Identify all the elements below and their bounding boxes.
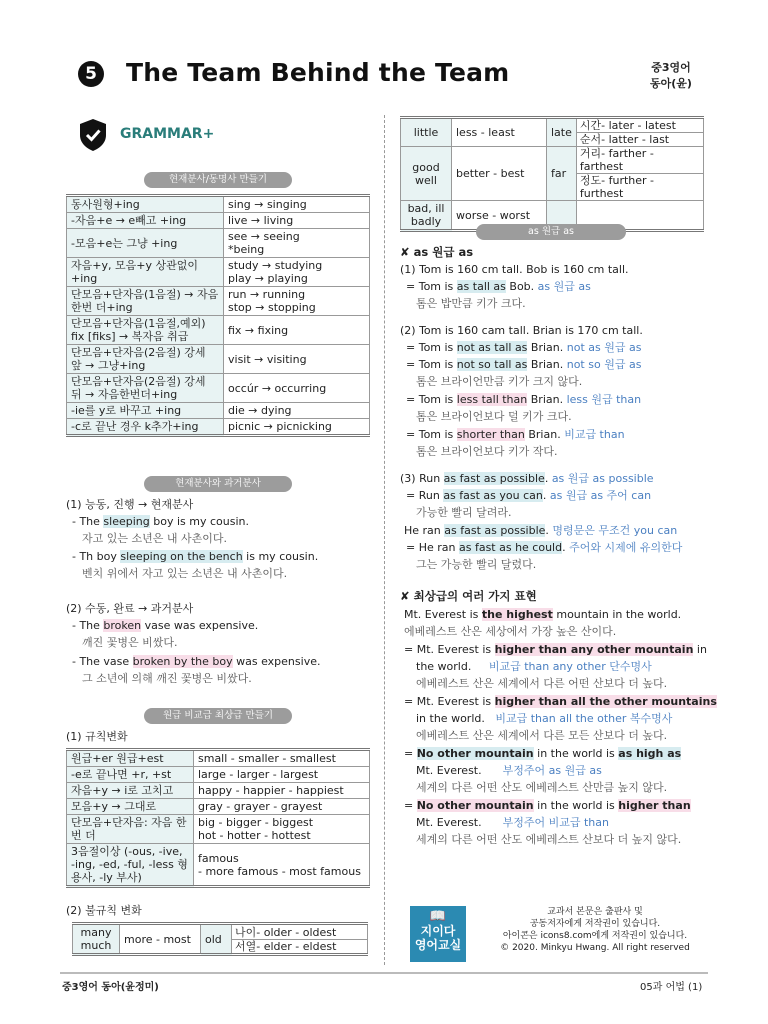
regular_table-row [67,815,370,844]
hl-as-tall-as: as tall as [456,280,506,293]
hl-sleeping-bench: sleeping on the bench [120,550,243,563]
logo-line-2: 영어교실 [414,938,462,952]
ing_table-cell: die → dying [224,403,370,419]
regular_table-cell: 모음+y → 그대로 [67,799,194,815]
as-r4: (2) Tom is 160 cam tall. Brian is 170 cm tall. [400,324,643,337]
as-r16-note: 주어와 시제에 유의한다 [569,541,683,554]
cell-later-time: 시간- later - latest [577,119,703,133]
cell-later [576,118,703,147]
as-r15-note: 명령문은 무조건 you can [552,524,678,537]
regular_table-row [67,767,370,783]
cell-farther [576,147,703,201]
participle-korean-1: 자고 있는 소년은 내 사촌이다. [82,532,227,545]
as-r5: = Tom is not as tall as Brian. not as 원급 as [406,341,642,354]
regular_table-row [67,799,370,815]
lesson-number-badge: 5 [78,61,104,87]
as-r16: = He ran as fast as he could. 주어와 시제에 유의한다 [406,541,683,554]
logo-line-1: 지이다 [420,924,456,938]
grammar-heading: GRAMMAR+ [120,126,215,142]
sup-s14: 세계의 다른 어떤 산도 에베레스트 산보다 더 높지 않다. [416,833,682,846]
ing_table-row [67,229,370,258]
hl-broken: broken [103,619,142,632]
irregular-table-right [400,116,704,232]
as-r2: = Tom is as tall as Bob. as 원급 as [406,280,591,293]
ing_table-row [67,196,370,213]
hl-broken-boy: broken by the boy [132,655,233,668]
sup-s7-text: in the world. [416,712,485,725]
hl-highest: the highest [481,608,553,621]
footer-left: 중3영어 동아(윤정미) [62,982,159,993]
sup-s10 [416,762,602,779]
regular_table-row [67,750,370,767]
as-r13-note: as 원급 as 주어 can [549,489,652,502]
hl-no-other-1: No other mountain [416,747,534,760]
as-r8: = Tom is less tall than Brian. less 원급 than [406,393,642,406]
cell-late: late [547,118,577,147]
ing_table-cell: 단모음+단자음(1음절,예외) fix [fiks] → 복자음 취급 [67,316,224,345]
sup-s7 [416,710,672,727]
sup-s6: = Mt. Everest is higher than all the other mountains [404,695,717,708]
ing_table-cell: occúr → occurring [224,374,370,403]
sup-s2: 에베레스트 산은 세상에서 가장 높은 산이다. [404,625,617,638]
ing_table-row [67,419,370,436]
footer-page: 05과 어법 (1) [640,982,703,993]
ing-rules-table [66,194,370,437]
ing_table-cell: -자음+e → e빼고 +ing [67,213,224,229]
participle-heading-2: (2) 수동, 완료 → 과거분사 [66,602,194,615]
cell-farther-distance: 거리- farther - farthest [577,147,703,174]
as-r3: 톰은 밥만큼 키가 크다. [416,297,526,310]
ing_table-cell: visit → visiting [224,345,370,374]
ing_table-row [67,374,370,403]
cell-less-least: less - least [452,118,547,147]
as-r9: 톰은 브라이언보다 덜 키가 크다. [416,410,572,423]
sup-s7-note: 비교급 than all the other 복수명사 [495,712,673,725]
ing_table-cell: see → seeing *being [224,229,370,258]
cell-bad: bad, ill badly [401,201,452,231]
as-r13: = Run as fast as you can. as 원급 as 주어 can [406,489,652,502]
cell-older: 나이- older - oldest [232,926,367,940]
cell-old: old [201,924,232,955]
cell-worse-worst: worse - worst [452,201,547,231]
participle-line-1: - The sleeping boy is my cousin. [72,515,249,528]
ing_table-cell: 단모음+단자음(1음절) → 자음한번 더+ing [67,287,224,316]
sup-heading: ✘ 최상급의 여러 가지 표현 [400,589,537,603]
ing_table-row [67,403,370,419]
sup-s4 [416,658,652,675]
hl-as-fast-as-you-can: as fast as you can [443,489,543,502]
ing_table-row [67,258,370,287]
hl-shorter-than: shorter than [456,428,525,441]
footer-divider [60,972,708,974]
regular_table-row [67,783,370,799]
sup-s4-note: 비교급 than any other 단수명사 [488,660,652,673]
ing_table-cell: picnic → picnicking [224,419,370,436]
ing_table-cell: -ie를 y로 바꾸고 +ing [67,403,224,419]
regular-table [66,748,370,888]
as-r7: 톰은 브라이언만큼 키가 크지 않다. [416,375,583,388]
section-pill-participle: 현재분사와 과거분사 [144,476,292,492]
sup-s10-text: Mt. Everest. [416,764,482,777]
sup-s10-note: 부정주어 as 원급 as [502,764,602,777]
participle-korean-2: 벤치 위에서 자고 있는 소년은 내 사촌이다. [82,567,288,580]
sup-s5: 에베레스트 산은 세계에서 다른 어떤 산보다 더 높다. [416,677,668,690]
participle-korean-4: 그 소년에 의해 깨진 꽃병은 비쌌다. [82,672,252,685]
section-pill-ing: 현재분사/동명사 만들기 [144,172,292,188]
participle-line-2: - Th boy sleeping on the bench is my cousin. [72,550,319,563]
hl-all-other: higher than all the other mountains [494,695,717,708]
copyright-4: © 2020. Minkyu Hwang. All right reserved [500,943,690,953]
cell-little: little [401,118,452,147]
ing_table-cell: run → running stop → stopping [224,287,370,316]
ing_table-cell: 동사원형+ing [67,196,224,213]
ing_table-row [67,316,370,345]
regular_table-cell: large - larger - largest [194,767,370,783]
as-r8-note: less 원급 than [566,393,642,406]
participle-korean-3: 깨진 꽃병은 비쌌다. [82,636,178,649]
as-r11: 톰은 브라이언보다 키가 작다. [416,445,558,458]
cell-better-best: better - best [452,147,547,201]
section-pill-comparison: 원급 비교급 최상급 만들기 [144,708,292,724]
cell-latter: 순서- latter - last [579,133,670,146]
regular_table-cell: gray - grayer - grayest [194,799,370,815]
participle-line-3: - The broken vase was expensive. [72,619,259,632]
hl-not-so-tall-as: not so tall as [456,358,528,371]
regular_table-cell: 단모음+단자음: 자음 한 번 더 [67,815,194,844]
ing_table-cell: 단모음+단자음(2음절) 강세 앞 → 그냥+ing [67,345,224,374]
irregular-label: (2) 불규칙 변화 [66,904,142,917]
hl-higher-than: higher than [618,799,691,812]
hl-less-tall-than: less tall than [456,393,528,406]
sup-s11: 세계의 다른 어떤 산도 에베레스트 산만큼 높지 않다. [416,781,668,794]
ing_table-cell: study → studying play → playing [224,258,370,287]
brand-logo [410,906,466,962]
sup-s13 [416,814,609,831]
sup-s12: = No other mountain in the world is higher than [404,799,691,812]
ing_table-cell: 단모음+단자음(2음절) 강세 뒤 → 자음한번더+ing [67,374,224,403]
as-r15: He ran as fast as possible. 명령문은 무조건 you can [404,524,678,537]
as-r5-note: not as 원급 as [566,341,642,354]
hl-any-other: higher than any other mountain [494,643,694,656]
section-pill-as: as 원급 as [476,224,626,240]
hl-sleeping: sleeping [103,515,150,528]
book-icon: 📖 [429,909,447,924]
ing_table-cell: 자음+y, 모음+y 상관없이 +ing [67,258,224,287]
sup-s1: Mt. Everest is the highest mountain in the world. [404,608,682,621]
sup-s3: = Mt. Everest is higher than any other mountain in [404,643,707,656]
hl-as-fast-as-possible: as fast as possible [443,472,545,485]
as-r10: = Tom is shorter than Brian. 비교급 than [406,428,625,441]
hl-no-other-2: No other mountain [416,799,534,812]
copyright-1: 교과서 본문은 출판사 및 [547,907,643,917]
ing_table-cell: sing → singing [224,196,370,213]
regular_table-cell: big - bigger - biggest hot - hotter - hottest [194,815,370,844]
regular_table-cell: happy - happier - happiest [194,783,370,799]
sup-s13-text: Mt. Everest. [416,816,482,829]
shield-check-icon [78,118,108,152]
grade-label [650,60,692,92]
column-divider [384,115,385,965]
hl-he-as-fast-as-possible: as fast as possible [444,524,546,537]
copyright-3: 아이콘은 icons8.com에게 저작권이 있습니다. [502,931,688,941]
cell-elder: 서열- elder - eldest [235,939,337,953]
cell-further: 정도- further - furthest [579,174,655,200]
as-r14: 가능한 빨리 달려라. [416,506,512,519]
hl-as-fast-as-he-could: as fast as he could [458,541,563,554]
as-r10-note: 비교급 than [564,428,625,441]
ing_table-cell: -c로 끝난 경우 k추가+ing [67,419,224,436]
as-r6-note: not so 원급 as [566,358,642,371]
ing_table-row [67,345,370,374]
sup-s8: 에베레스트 산은 세계에서 다른 모든 산보다 더 높다. [416,729,668,742]
cell-far: far [547,147,577,201]
ing_table-row [67,213,370,229]
regular_table-row [67,844,370,887]
sup-s9: = No other mountain in the world is as high as [404,747,682,760]
irregular-table-left [72,922,368,956]
grade-line-2: 동아(윤) [650,77,692,90]
sup-s4-text: the world. [416,660,472,673]
copyright-2: 공동저자에게 저작권이 있습니다. [529,919,661,929]
regular-label: (1) 규칙변화 [66,730,128,743]
sup-s13-note: 부정주어 비교급 than [502,816,609,829]
regular_table-cell: 자음+y → i로 고치고 [67,783,194,799]
regular_table-cell: 원급+er 원급+est [67,750,194,767]
hl-not-as-tall-as: not as tall as [456,341,528,354]
ing_table-cell: live → living [224,213,370,229]
as-heading: ✘ as 원급 as [400,245,474,259]
as-r12-note: as 원급 as possible [551,472,654,485]
cell-good: good well [401,147,452,201]
regular_table-cell: 3음절이상 (-ous, -ive, -ing, -ed, -ful, -less 형용사, -ly 부사) [67,844,194,887]
copyright-notice [480,906,710,954]
grade-line-1: 중3영어 [651,61,691,74]
participle-heading-1: (1) 능동, 진행 → 현재분사 [66,498,194,511]
participle-line-4: - The vase broken by the boy was expensive. [72,655,321,668]
as-r2-note: as 원급 as [537,280,591,293]
cell-many: many much [73,924,120,955]
as-r1: (1) Tom is 160 cm tall. Bob is 160 cm tall. [400,263,629,276]
page-title: The Team Behind the Team [126,58,510,87]
ing_table-cell: -모음+e는 그냥 +ing [67,229,224,258]
ing_table-cell: fix → fixing [224,316,370,345]
as-r6: = Tom is not so tall as Brian. not so 원급 as [406,358,642,371]
as-r17: 그는 가능한 빨리 달렸다. [416,558,537,571]
regular_table-cell: small - smaller - smallest [194,750,370,767]
regular_table-cell: famous - more famous - most famous [194,844,370,887]
as-r12: (3) Run as fast as possible. as 원급 as possible [400,472,654,485]
regular_table-cell: -e로 끝나면 +r, +st [67,767,194,783]
hl-as-high-as: as high as [618,747,682,760]
cell-older-elder [232,924,368,955]
cell-more-most: more - most [120,924,201,955]
ing_table-row [67,287,370,316]
